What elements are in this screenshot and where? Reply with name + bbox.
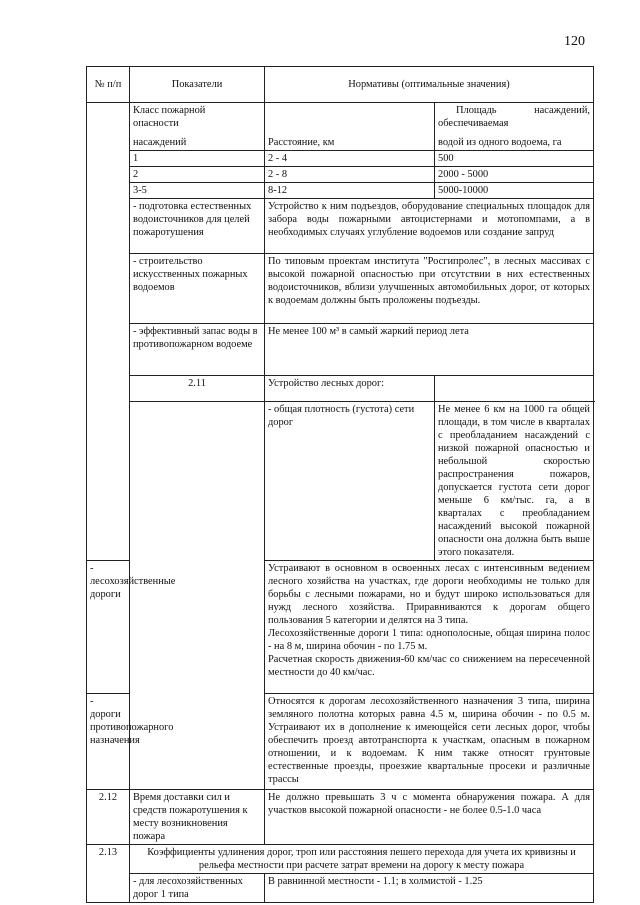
- row-label: - строительство искусственных пожарных водоемов: [130, 253, 265, 323]
- forest-roads-text-2: Лесохозяйственные дороги 1 типа: однополосные, общая ширина полос - на 8 м, ширина обочин - по 1.75 м.: [268, 627, 590, 652]
- class-title-right: Площадь насаждений, обеспечиваемая: [435, 103, 594, 135]
- number-cell-empty: [87, 103, 130, 561]
- row-number: 2.13: [87, 844, 130, 902]
- class-title-mid-empty: [265, 103, 435, 135]
- row-norm: Не должно превышать 3 ч с момента обнаружения пожара. А для участков высокой пожарной опасности - не более 0.5-1.0 часа: [265, 789, 594, 844]
- row-water-source-prep: [87, 198, 594, 253]
- class-title-left: Класс пожарной опасности: [130, 103, 265, 135]
- area-value: 5000-10000: [435, 182, 594, 198]
- row-artificial-reservoirs: [87, 253, 594, 323]
- distance-value: 2 - 8: [265, 166, 435, 182]
- area-value: 500: [435, 150, 594, 166]
- class-title-row-2: [87, 135, 594, 151]
- class-row: [87, 182, 594, 198]
- page-number: 120: [564, 34, 585, 49]
- row-type1-roads: [87, 873, 594, 902]
- class-title-mid: Расстояние, км: [265, 135, 435, 151]
- row-number: 2.11: [130, 375, 265, 401]
- row-label: - эффективный запас воды в противопожарном водоеме: [130, 323, 265, 375]
- row-norm-empty: [435, 375, 594, 401]
- row-label: Время доставки сил и средств пожаротушения к месту возникновения пожара: [130, 789, 265, 844]
- row-number: 2.12: [87, 789, 130, 844]
- row-norm: Устройство к ним подъездов, оборудование специальных площадок для забора воды пожарными автоцистернами и мотопомпами, а в необходимых случаях углубление водоемов или создание запруд: [265, 198, 594, 253]
- row-norm: Не менее 100 м³ в самый жаркий период лета: [265, 323, 594, 375]
- norms-table: [86, 66, 594, 903]
- row-label: - дороги противопожарного назначения: [87, 693, 130, 789]
- distance-value: 8-12: [265, 182, 435, 198]
- row-norm: [265, 560, 594, 693]
- row-2-12: [87, 789, 594, 844]
- class-value: 3-5: [130, 182, 265, 198]
- row-norm: Не менее 6 км на 1000 га общей площади, в том числе в кварталах с преобладанием насаждений с низкой пожарной опасностью и небольшой скоростью распространения пожаров, допускается густота сети дорог меньше 6 км/тыс. га, а в кварталах с преобладанием насаждений высокой пожарной опасности она должна быть выше этого показателя.: [435, 401, 594, 560]
- class-row: [87, 150, 594, 166]
- header-indicators: Показатели: [130, 67, 265, 103]
- row-norm: В равнинной местности - 1.1; в холмистой - 1.25: [265, 873, 594, 902]
- row-label: - лесохозяйственные дороги: [87, 560, 130, 693]
- class-row: [87, 166, 594, 182]
- class-value: 1: [130, 150, 265, 166]
- row-label: - для лесохозяйственных дорог 1 типа: [130, 873, 265, 902]
- forest-roads-text-3: Расчетная скорость движения-60 км/час со снижением на пересеченной местности до 40 км/час.: [268, 653, 590, 678]
- row-2-13: [87, 844, 594, 873]
- distance-value: 2 - 4: [265, 150, 435, 166]
- row-2-11: [87, 375, 594, 401]
- row-2-13-title: Коэффициенты удлинения дорог, троп или расстояния пешего перехода для учета их кривизны и рельефа местности при расчете затрат времени на дорогу к месту пожара: [130, 844, 594, 873]
- table-header-row: [87, 67, 594, 103]
- forest-roads-text-1: Устраивают в основном в освоенных лесах с интенсивным ведением лесного хозяйства на участках, где дороги необходимы не только для борьбы с лесными пожарами, но и будут широко использоваться для нужд лесного хозяйства. Приравниваются к дорогам общего пользования 5 категории и делятся на 3 типа.: [268, 562, 590, 626]
- row-norm: Относятся к дорогам лесохозяйственного назначения 3 типа, ширина земляного полотна которых равна 4.5 м, ширина обочин - по 0.5 м. Устраивают их в дополнение к имеющейся сети лесных дорог, чтобы обеспечить проезд автотранспорта к участкам, опасным в пожарном отношении, и к водоемам. К ним также относят грунтовые естественные проезды, проезжие квартальные просеки и различные трассы: [265, 693, 594, 789]
- row-label: Устройство лесных дорог:: [265, 375, 435, 401]
- class-title-row: [87, 103, 594, 135]
- header-number: № п/п: [87, 67, 130, 103]
- row-label: - общая плотность (густота) сети дорог: [265, 401, 435, 560]
- area-value: 2000 - 5000: [435, 166, 594, 182]
- row-norm: По типовым проектам института "Росгипролес", в лесных массивах с высокой пожарной опасностью при отсутствии в них естественных водоисточников, вблизи улучшенных автомобильных дорог, от которых к водоемам должны быть проложены подъезды.: [265, 253, 594, 323]
- header-norms: Нормативы (оптимальные значения): [265, 67, 594, 103]
- row-label: - подготовка естественных водоисточников для целей пожаротушения: [130, 198, 265, 253]
- row-road-density: [87, 401, 594, 560]
- row-water-reserve: [87, 323, 594, 375]
- class-title-right-3: водой из одного водоема, га: [435, 135, 594, 151]
- class-value: 2: [130, 166, 265, 182]
- class-title-left-3: насаждений: [130, 135, 265, 151]
